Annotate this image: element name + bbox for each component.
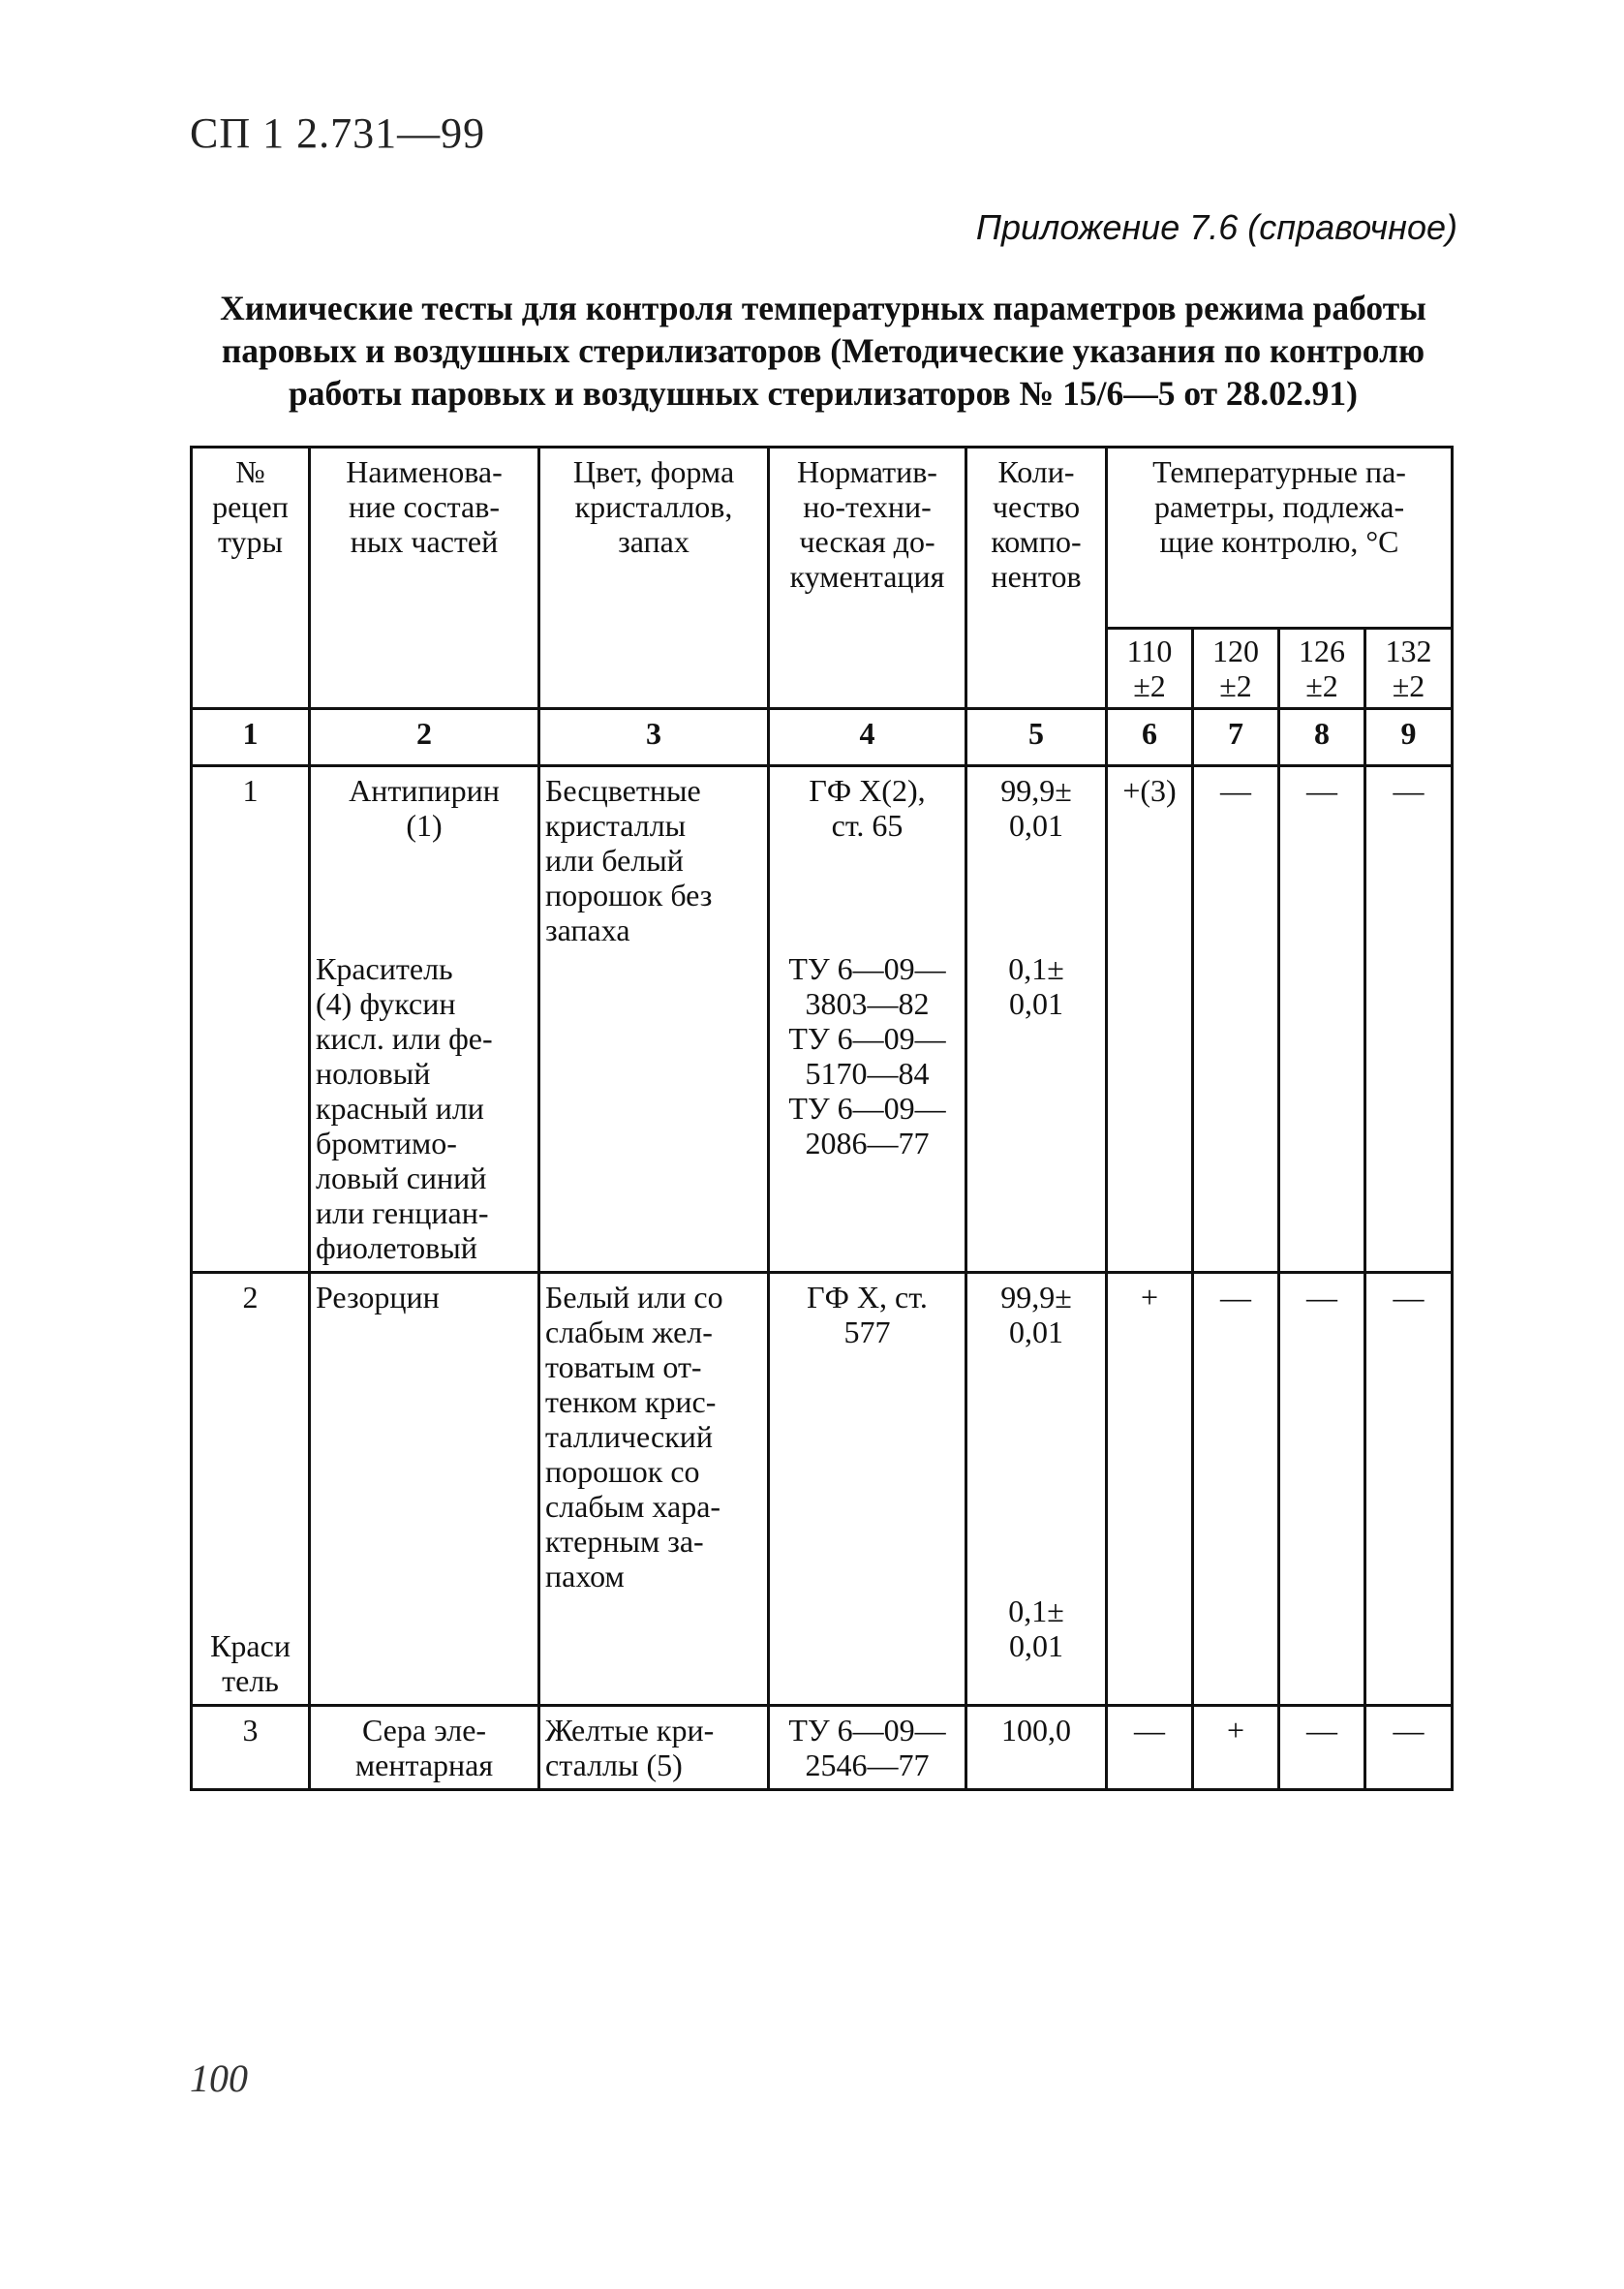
header-temp-126: 126 ±2	[1279, 629, 1365, 709]
appendix-label: Приложение 7.6 (справочное)	[975, 207, 1457, 247]
column-number: 5	[966, 709, 1107, 766]
column-number: 2	[310, 709, 539, 766]
column-number: 3	[539, 709, 769, 766]
header-component-name: Наименова- ние состав- ных частей	[310, 448, 539, 709]
header-temp-110: 110 ±2	[1107, 629, 1193, 709]
component-quantity: 99,9± 0,01 0,1± 0,01	[966, 766, 1107, 1273]
header-temperature-group: Температурные па- раметры, подлежа- щие контролю, °С	[1107, 448, 1453, 629]
temp-126-mark: —	[1279, 766, 1365, 1273]
table-row	[192, 1706, 1453, 1790]
tests-table	[190, 446, 1454, 1791]
color-form-smell: Белый или со слабым жел- товатым от- тенком крис- таллический порошок со слабым хара- ктерным за- пахом	[539, 1273, 769, 1706]
color-form-smell: Бесцветные кристаллы или белый порошок без запаха	[539, 766, 769, 1273]
column-number: 4	[769, 709, 966, 766]
recipe-number: 2 Краси тель	[192, 1273, 310, 1706]
temp-120-mark: —	[1193, 1273, 1279, 1706]
title-line: работы паровых и воздушных стерилизаторов № 15/6—5 от 28.02.91)	[289, 374, 1358, 413]
normative-doc: ГФ Х, ст. 577	[769, 1273, 966, 1706]
title-line: паровых и воздушных стерилизаторов (Методические указания по контролю	[221, 331, 1425, 370]
table-row	[192, 1273, 1453, 1706]
color-form-smell: Желтые кри- сталлы (5)	[539, 1706, 769, 1790]
header-temp-132: 132 ±2	[1365, 629, 1453, 709]
temp-120-mark: —	[1193, 766, 1279, 1273]
normative-doc: ТУ 6—09— 2546—77	[769, 1706, 966, 1790]
component-name: Резорцин	[310, 1273, 539, 1706]
temp-110-mark: +(3)	[1107, 766, 1193, 1273]
temp-120-mark: +	[1193, 1706, 1279, 1790]
normative-doc: ГФ Х(2), ст. 65 ТУ 6—09— 3803—82 ТУ 6—09— 5170—84 ТУ 6—09— 2086—77	[769, 766, 966, 1273]
component-name: Антипирин (1) Краситель (4) фуксин кисл. или фе- ноловый красный или бромтимо- ловый синий или генциан- фиолетовый	[310, 766, 539, 1273]
recipe-number: 3	[192, 1706, 310, 1790]
temp-126-mark: —	[1279, 1273, 1365, 1706]
column-number: 6	[1107, 709, 1193, 766]
temp-132-mark: —	[1365, 1273, 1453, 1706]
header-component-quantity: Коли- чество компо- нентов	[966, 448, 1107, 709]
column-number: 7	[1193, 709, 1279, 766]
page-number: 100	[190, 2057, 248, 2100]
document-code: СП 1 2.731—99	[190, 109, 486, 157]
header-recipe-number: № рецеп туры	[192, 448, 310, 709]
component-quantity: 99,9± 0,01 0,1± 0,01	[966, 1273, 1107, 1706]
column-number: 1	[192, 709, 310, 766]
temp-132-mark: —	[1365, 1706, 1453, 1790]
header-row	[192, 448, 1453, 629]
header-temp-120: 120 ±2	[1193, 629, 1279, 709]
table-title	[184, 287, 1462, 415]
column-number: 8	[1279, 709, 1365, 766]
column-numbers-row	[192, 709, 1453, 766]
temp-110-mark: +	[1107, 1273, 1193, 1706]
component-name: Сера эле- ментарная	[310, 1706, 539, 1790]
temp-126-mark: —	[1279, 1706, 1365, 1790]
title-line: Химические тесты для контроля температурных параметров режима работы	[220, 289, 1426, 327]
header-color-form-smell: Цвет, форма кристаллов, запах	[539, 448, 769, 709]
component-quantity: 100,0	[966, 1706, 1107, 1790]
recipe-number: 1	[192, 766, 310, 1273]
temp-110-mark: —	[1107, 1706, 1193, 1790]
temp-132-mark: —	[1365, 766, 1453, 1273]
table-row	[192, 766, 1453, 1273]
header-normative-documentation: Норматив- но-техни- ческая до- кументация	[769, 448, 966, 709]
column-number: 9	[1365, 709, 1453, 766]
